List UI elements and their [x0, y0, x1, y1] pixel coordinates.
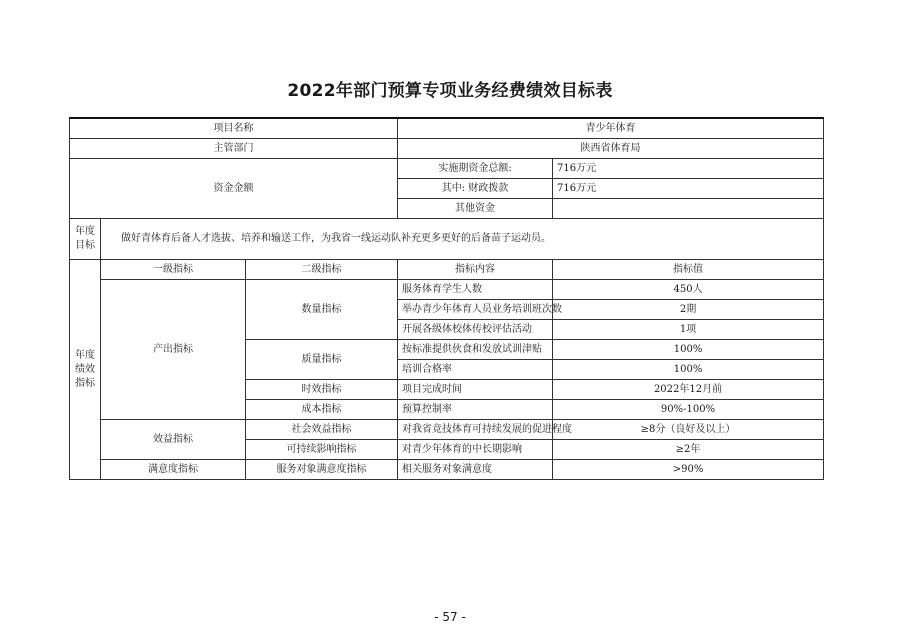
funds-label: 资金金额 [70, 159, 398, 219]
indicator-content: 服务体育学生人数 [398, 280, 553, 300]
indicator-content: 相关服务对象满意度 [398, 460, 553, 480]
indicator-value: 1项 [553, 320, 824, 340]
cost-indicator-label: 成本指标 [246, 400, 398, 420]
performance-table [69, 117, 824, 480]
project-name-row [70, 118, 824, 139]
indicator-value: 90%-100% [553, 400, 824, 420]
indicator-value: 100% [553, 340, 824, 360]
funds-fiscal-label: 其中: 财政拨款 [398, 179, 553, 199]
social-benefit-label: 社会效益指标 [246, 420, 398, 440]
indicator-header-row [70, 260, 824, 280]
indicator-value: 2期 [553, 300, 824, 320]
page-title: 2022年部门预算专项业务经费绩效目标表 [287, 81, 613, 101]
department-label: 主管部门 [70, 139, 398, 159]
benefit-indicator-label: 效益指标 [101, 420, 246, 460]
funds-total-row [70, 159, 824, 179]
timeliness-indicator-label: 时效指标 [246, 380, 398, 400]
department-value: 陕西省体育局 [398, 139, 824, 159]
annual-goal-text: 做好青体育后备人才选拔、培养和输送工作，为我省一线运动队补充更多更好的后备苗子运动员。 [101, 219, 824, 260]
output-indicator-label: 产出指标 [101, 280, 246, 420]
indicator-value: 2022年12月前 [553, 380, 824, 400]
indicator-content: 项目完成时间 [398, 380, 553, 400]
indicator-content: 按标准提供伙食和发放试训津贴 [398, 340, 553, 360]
indicator-content: 开展各级体校体传校评估活动 [398, 320, 553, 340]
quality-indicator-label: 质量指标 [246, 340, 398, 380]
header-level2: 二级指标 [246, 260, 398, 280]
indicator-value: 450人 [553, 280, 824, 300]
indicator-value: >90% [553, 460, 824, 480]
satisfaction-sub-label: 服务对象满意度指标 [246, 460, 398, 480]
header-level1: 一级指标 [101, 260, 246, 280]
header-content: 指标内容 [398, 260, 553, 280]
sustain-impact-label: 可持续影响指标 [246, 440, 398, 460]
funds-other-label: 其他资金 [398, 199, 553, 219]
header-value: 指标值 [553, 260, 824, 280]
annual-goal-label: 年度目标 [70, 219, 101, 260]
indicators-section-label: 年度绩效指标 [70, 260, 101, 480]
indicator-value: 100% [553, 360, 824, 380]
indicator-content: 对我省竞技体育可持续发展的促进程度 [398, 420, 553, 440]
funds-total-value: 716万元 [553, 159, 824, 179]
indicator-row [70, 280, 824, 300]
indicator-value: ≥2年 [553, 440, 824, 460]
satisfaction-indicator-label: 满意度指标 [101, 460, 246, 480]
project-name-label: 项目名称 [70, 118, 398, 139]
indicator-content: 培训合格率 [398, 360, 553, 380]
indicator-row [70, 420, 824, 440]
quantity-indicator-label: 数量指标 [246, 280, 398, 340]
funds-other-value [553, 199, 824, 219]
annual-goal-row [70, 219, 824, 260]
indicator-content: 举办青少年体育人员业务培训班次数 [398, 300, 553, 320]
page-number: - 57 - [434, 610, 466, 624]
funds-fiscal-value: 716万元 [553, 179, 824, 199]
indicator-row [70, 460, 824, 480]
indicator-content: 预算控制率 [398, 400, 553, 420]
indicator-value: ≥8分（良好及以上） [553, 420, 824, 440]
indicator-content: 对青少年体育的中长期影响 [398, 440, 553, 460]
department-row [70, 139, 824, 159]
funds-total-label: 实施期资金总额: [398, 159, 553, 179]
project-name-value: 青少年体育 [398, 118, 824, 139]
